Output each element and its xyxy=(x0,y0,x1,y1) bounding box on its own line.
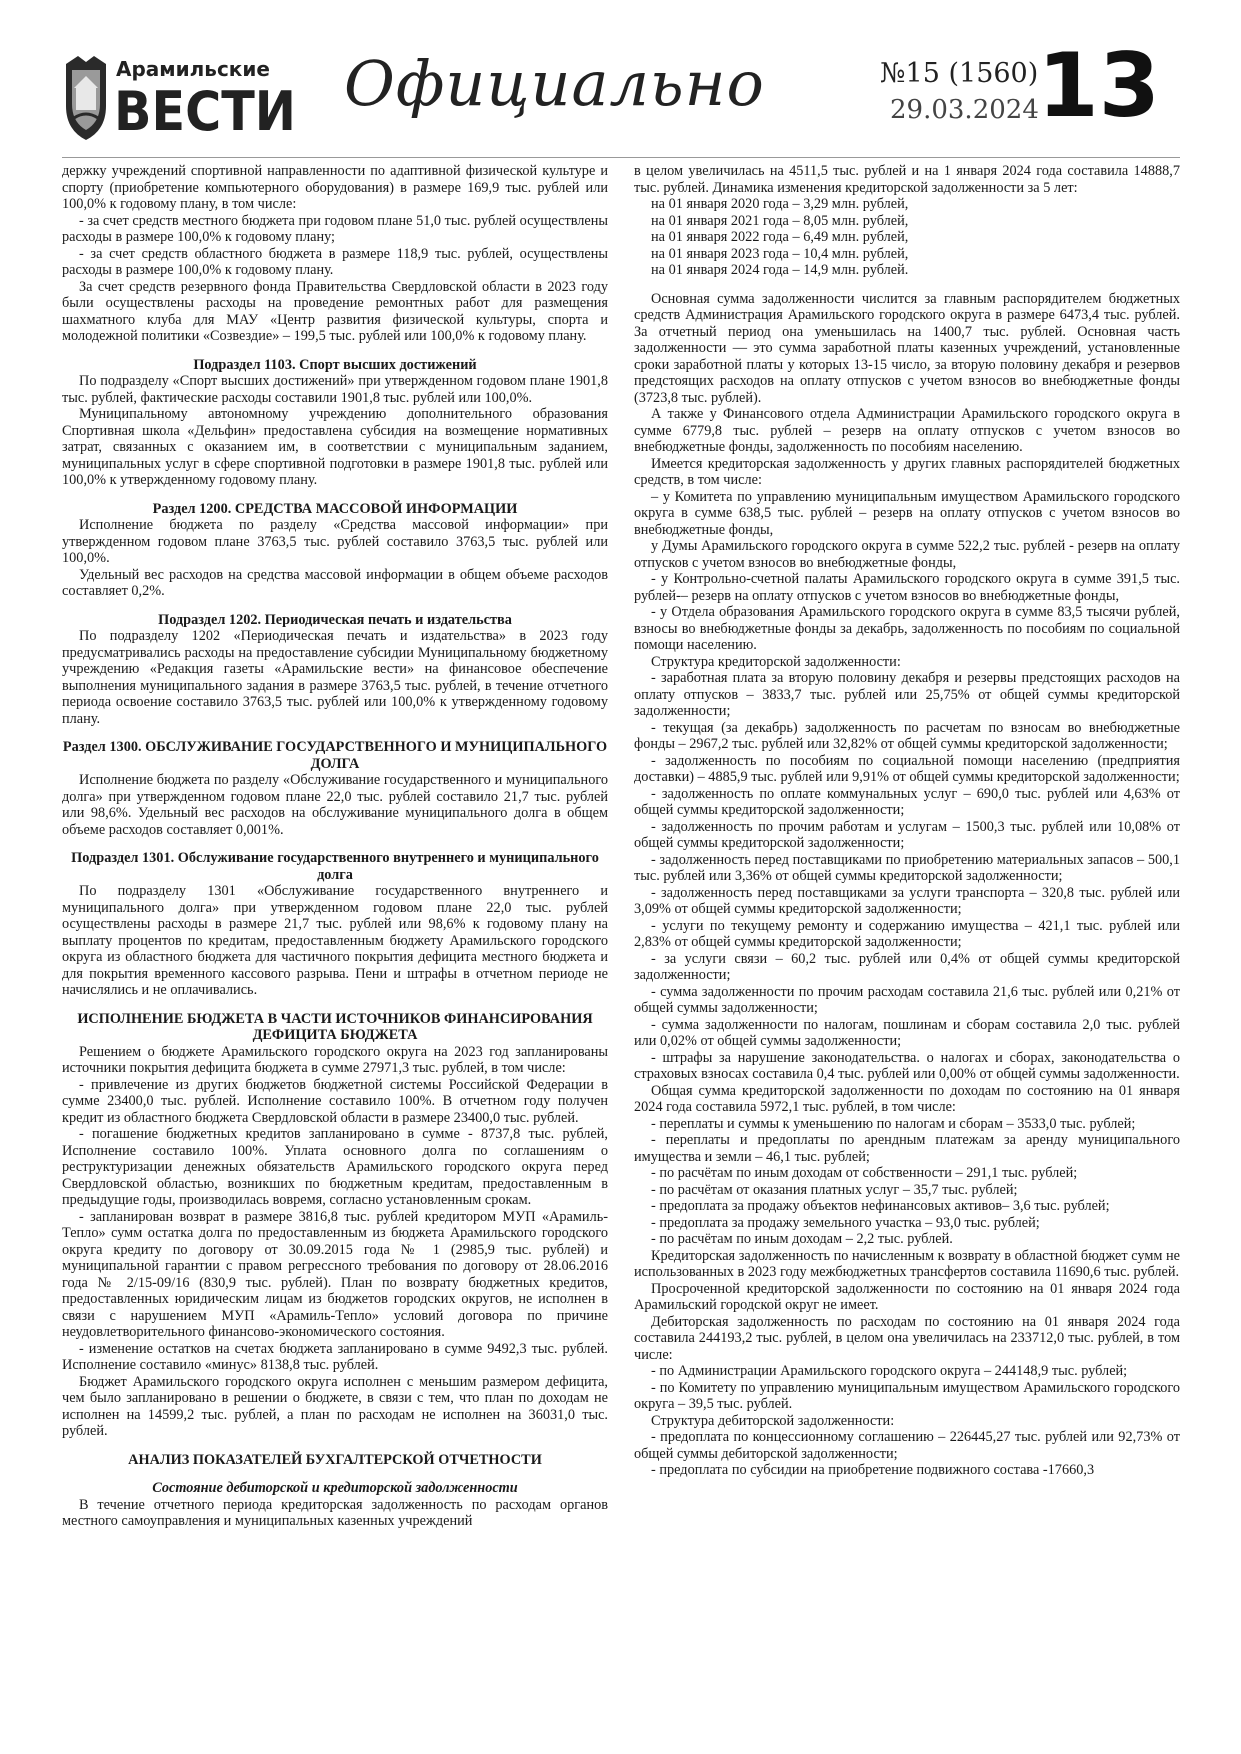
paragraph: По подразделу 1202 «Периодическая печать и издательства» в 2023 году предусматривались расходы на предоставление субсидии Муниципальному бюджетному учреждению «Редакция газеты «Арамильские вести» на финансовое обеспечение выполнения муниципального задания в размере 3763,5 тыс. рублей, в течение отчетного периода освоение составило 3763,5 тыс. рублей или 100,0% к утвержденному годовому плану. xyxy=(62,628,608,727)
paragraph: - за услуги связи – 60,2 тыс. рублей или 0,4% от общей суммы кредиторской задолженности; xyxy=(634,950,1180,983)
right-column xyxy=(634,163,1180,1479)
dynamics-item: на 01 января 2022 года – 6,49 млн. рублей, xyxy=(651,229,909,245)
paragraph: - переплаты и предоплаты по арендным платежам за аренду муниципального имущества и земли – 46,1 тыс. рублей; xyxy=(634,1132,1180,1165)
spacer xyxy=(634,279,1180,291)
paragraph: - предоплата за продажу объектов нефинансовых активов– 3,6 тыс. рублей; xyxy=(651,1198,1110,1214)
paragraph: - изменение остатков на счетах бюджета запланировано в сумме 9492,3 тыс. рублей. Исполнение составило «минус» 8138,8 тыс. рублей. xyxy=(62,1340,608,1373)
paragraph: - погашение бюджетных кредитов запланировано в сумме - 8737,8 тыс. рублей, Исполнение составило 100%. Уплата основного долга по соглашениям о реструктуризации денежных обязательств Арамильского городского округа перед Свердловской областью, возникших по бюджетным кредитам, предоставленным в предыдущие годы, производилась вовремя, согласно установленным срокам. xyxy=(62,1126,608,1208)
paragraph: - предоплата по субсидии на приобретение подвижного состава -17660,3 xyxy=(651,1462,1095,1478)
dynamics-item: на 01 января 2020 года – 3,29 млн. рублей, xyxy=(651,196,909,212)
paragraph: А также у Финансового отдела Администрации Арамильского городского округа в сумме 6779,8 тыс. рублей – резерв на оплату отпусков с учетом взносов во внебюджетные фонды, задолженность по пособиям населению. xyxy=(634,406,1180,455)
paragraph: За счет средств резервного фонда Правительства Свердловской области в 2023 году были осуществлены расходы на проведение ремонтных работ для размещения шахматного клуба для МАУ «Центр развития физической культуры, спорта и молодежной политики «Созвездие» – 199,5 тыс. рублей или 100,0% к годовому плану. xyxy=(62,278,608,344)
paragraph: Структура кредиторской задолженности: xyxy=(651,653,901,670)
header-divider xyxy=(62,157,1180,158)
logo-line2: ВЕСТИ xyxy=(114,80,296,142)
issue-number: №15 (1560) xyxy=(880,58,1039,89)
left-column xyxy=(62,163,608,1530)
section-heading: АНАЛИЗ ПОКАЗАТЕЛЕЙ БУХГАЛТЕРСКОЙ ОТЧЕТНОСТИ xyxy=(128,1451,542,1468)
section-rubric: Официально xyxy=(344,47,765,120)
section-heading: Раздел 1200. СРЕДСТВА МАССОВОЙ ИНФОРМАЦИИ xyxy=(152,500,518,517)
paragraph: Исполнение бюджета по разделу «Средства массовой информации» при утвержденном годовом плане 3763,5 тыс. рублей составило 3763,5 тыс. рублей или 100,0%. xyxy=(62,517,608,566)
paragraph: Общая сумма кредиторской задолженности по доходам по состоянию на 01 января 2024 года составила 5972,1 тыс. рублей, в том числе: xyxy=(634,1082,1180,1115)
dynamics-item: на 01 января 2023 года – 10,4 млн. рублей, xyxy=(651,245,909,262)
section-heading: Подраздел 1301. Обслуживание государственного внутреннего и муниципального долга xyxy=(71,850,599,883)
paragraph: - у Отдела образования Арамильского городского округа в сумме 83,5 тысячи рублей, взносы во внебюджетные фонды за декабрь, задолженность по пособиям по социальной помощи населению. xyxy=(634,604,1180,653)
paragraph: Структура дебиторской задолженности: xyxy=(651,1412,895,1429)
paragraph: Основная сумма задолженности числится за главным распорядителем бюджетных средств Администрация Арамильского городского округа в размере 6473,4 тыс. рублей. За отчетный период она уменьшилась на 1400,7 тыс. рублей. Основная часть задолженности — это сумма заработной платы казенных учреждений, установленные сроки заработной платы у которых 13-15 число, за вторую половину декабря и резервов предстоящих расходов на оплату отпусков с учетом взносов во внебюджетные фонды (3723,8 тыс. рублей). xyxy=(634,290,1180,406)
page-number: 13 xyxy=(1037,34,1160,137)
section-heading: Подраздел 1103. Спорт высших достижений xyxy=(193,356,477,373)
paragraph: - за счет средств областного бюджета в размере 118,9 тыс. рублей, осуществлены расходы в размере 100,0% к годовому плану. xyxy=(62,245,608,278)
paragraph: - привлечение из других бюджетов бюджетной системы Российской Федерации в сумме 23400,0 тыс. рублей. Исполнение составило 100%. В отчетном году получен кредит из областного бюджета Свердловской области в размере 23400,0 тыс. рублей. xyxy=(62,1076,608,1126)
paragraph: Кредиторская задолженность по начисленным к возврату в областной бюджет сумм не использованных в 2023 году межбюджетных трансфертов составила 11690,6 тыс. рублей. xyxy=(634,1247,1180,1280)
paragraph: Просроченной кредиторской задолженности по состоянию на 01 января 2024 года Арамильский городской округ не имеет. xyxy=(634,1280,1180,1313)
paragraph: Бюджет Арамильского городского округа исполнен с меньшим размером дефицита, чем было запланировано в решении о бюджете, в связи с тем, что план по доходам не исполнен на 14599,2 тыс. рублей, а план по расходам не исполнен на 36031,0 тыс. рублей. xyxy=(62,1373,608,1439)
paragraph: Дебиторская задолженность по расходам по состоянию на 01 января 2024 года составила 244193,2 тыс. рублей, в целом она увеличилась на 233712,0 тыс. рублей, в том числе: xyxy=(634,1313,1180,1363)
paragraph: Решением о бюджете Арамильского городского округа на 2023 год запланированы источники покрытия дефицита бюджета в сумме 27971,3 тыс. рублей, в том числе: xyxy=(62,1043,608,1076)
paragraph: - задолженность перед поставщиками по приобретению материальных запасов – 500,1 тыс. рублей или 3,36% от общей суммы кредиторской задолженности; xyxy=(634,851,1180,884)
paragraph: - задолженность по оплате коммунальных услуг – 690,0 тыс. рублей или 4,63% от общей суммы кредиторской задолженности; xyxy=(634,785,1180,818)
paragraph: Исполнение бюджета по разделу «Обслуживание государственного и муниципального долга» при утвержденном годовом плане 22,0 тыс. рублей составило 21,7 тыс. рублей или 98,6%. Удельный вес расходов на обслуживание муниципального долга в общем объеме расходов составляет 0,001%. xyxy=(62,772,608,838)
paragraph: - сумма задолженности по налогам, пошлинам и сборам составила 2,0 тыс. рублей или 0,02% от общей суммы задолженности; xyxy=(634,1016,1180,1049)
paragraph: Имеется кредиторская задолженность у других главных распорядителей бюджетных средств, в том числе: xyxy=(634,455,1180,488)
paragraph: у Думы Арамильского городского округа в сумме 522,2 тыс. рублей - резерв на оплату отпусков с учетом взносов во внебюджетные фонды, xyxy=(634,538,1180,571)
section-heading: ИСПОЛНЕНИЕ БЮДЖЕТА В ЧАСТИ ИСТОЧНИКОВ ФИНАНСИРОВАНИЯ ДЕФИЦИТА БЮДЖЕТА xyxy=(77,1010,593,1043)
dynamics-item: на 01 января 2024 года – 14,9 млн. рублей. xyxy=(651,262,909,278)
paragraph: - по расчётам по иным доходам – 2,2 тыс. рублей. xyxy=(651,1231,953,1247)
paragraph: - штрафы за нарушение законодательства. о налогах и сборах, законодательства о страховых взносах составила 0,4 тыс. рублей или 0,00% от общей суммы задолженности. xyxy=(634,1049,1180,1082)
paragraph: - за счет средств местного бюджета при годовом плане 51,0 тыс. рублей осуществлены расходы в размере 100,0% к годовому плану; xyxy=(62,212,608,245)
paragraph: - текущая (за декабрь) задолженность по расчетам по взносам во внебюджетные фонды – 2967,2 тыс. рублей или 32,82% от общей суммы кредиторской задолженности; xyxy=(634,719,1180,752)
paragraph: Удельный вес расходов на средства массовой информации в общем объеме расходов составляет 0,2%. xyxy=(62,566,608,599)
paragraph: - по Комитету по управлению муниципальным имуществом Арамильского городского округа – 39,5 тыс. рублей. xyxy=(634,1379,1180,1412)
paragraph: - сумма задолженности по прочим расходам составила 21,6 тыс. рублей или 0,21% от общей суммы задолженности; xyxy=(634,983,1180,1016)
paragraph: - предоплата по концессионному соглашению – 226445,27 тыс. рублей или 92,73% от общей суммы дебиторской задолженности; xyxy=(634,1429,1180,1462)
section-heading: Подраздел 1202. Периодическая печать и издательства xyxy=(158,611,512,628)
paragraph: - по расчётам от оказания платных услуг – 35,7 тыс. рублей; xyxy=(651,1181,1018,1198)
paragraph: - предоплата за продажу земельного участка – 93,0 тыс. рублей; xyxy=(651,1214,1040,1231)
dynamics-item: на 01 января 2021 года – 8,05 млн. рублей, xyxy=(651,212,909,229)
section-heading: Раздел 1300. ОБСЛУЖИВАНИЕ ГОСУДАРСТВЕННОГО И МУНИЦИПАЛЬНОГО ДОЛГА xyxy=(62,739,608,772)
paragraph: - по расчётам по иным доходам от собственности – 291,1 тыс. рублей; xyxy=(651,1165,1078,1181)
paragraph: - задолженность перед поставщиками за услуги транспорта – 320,8 тыс. рублей или 3,09% от общей суммы кредиторской задолженности; xyxy=(634,884,1180,917)
newspaper-logo xyxy=(62,50,298,142)
paragraph: - запланирован возврат в размере 3816,8 тыс. рублей кредитором МУП «Арамиль-Тепло» сумм остатка долга по предоставленным из бюджета Арамильского городского округа кредиту по договору от 30.09.2015 года № 1 (2985,9 тыс. рублей) и муниципальной гарантии с правом регрессного требования по договору от 28.06.2016 года № 2/15-09/16 (830,9 тыс. рублей). План по возврату бюджетных кредитов, предоставленных юридическим лицам из бюджетов городских округов, не исполнен в связи с нарушением МУП «Арамиль-Тепло» условий договора по причине неудовлетворительного финансово-экономического состояния. xyxy=(62,1208,608,1340)
paragraph: держку учреждений спортивной направленности по адаптивной физической культуре и спорту (приобретение компьютерного оборудования) в размере 169,9 тыс. рублей или 100,0% к годовому плану, в том числе: xyxy=(62,163,608,212)
paragraph: - задолженность по пособиям по социальной помощи населению (предприятия доставки) – 4885,9 тыс. рублей или 9,91% от общей суммы кредиторской задолженности; xyxy=(634,752,1180,785)
paragraph: – у Комитета по управлению муниципальным имуществом Арамильского городского округа в сумме 638,5 тыс. рублей – резерв на оплату отпусков с учетом взносов во внебюджетные фонды, xyxy=(634,488,1180,538)
paragraph: По подразделу «Спорт высших достижений» при утвержденном годовом плане 1901,8 тыс. рублей, фактические расходы составили 1901,8 тыс. рублей или 100,0%. xyxy=(62,373,608,406)
paragraph: - переплаты и суммы к уменьшению по налогам и сборам – 3533,0 тыс. рублей; xyxy=(651,1115,1136,1132)
paragraph: - услуги по текущему ремонту и содержанию имущества – 421,1 тыс. рублей или 2,83% от общей суммы кредиторской задолженности; xyxy=(634,917,1180,950)
paragraph: В течение отчетного периода кредиторская задолженность по расходам органов местного самоуправления и муниципальных казенных учреждений xyxy=(62,1496,608,1529)
paragraph: - задолженность по прочим работам и услугам – 1500,3 тыс. рублей или 10,08% от общей суммы кредиторской задолженности; xyxy=(634,818,1180,851)
coat-of-arms-icon xyxy=(66,56,106,140)
paragraph: - заработная плата за вторую половину декабря и резервы предстоящих расходов на оплату отпусков – 3833,7 тыс. рублей или 25,75% от общей суммы кредиторской задолженности; xyxy=(634,670,1180,719)
issue-date: 29.03.2024 xyxy=(890,95,1039,125)
logo-line1: Арамильские xyxy=(116,57,270,81)
paragraph: в целом увеличилась на 4511,5 тыс. рублей и на 1 января 2024 года составила 14888,7 тыс. рублей. Динамика изменения кредиторской задолженности за 5 лет: xyxy=(634,163,1180,196)
paragraph: По подразделу 1301 «Обслуживание государственного внутреннего и муниципального долга» при утвержденном годовом плане 22,0 тыс. рублей осуществлены расходы в размере 21,7 тыс. рублей или 98,6% к годовому плану на выплату процентов по кредитам, предоставленным бюджету Арамильского городского округа из областного бюджета для частичного покрытия дефицита местного бюджета и для покрытия временного кассового разрыва. Пени и штрафы в отчетном периоде не начислялись и не оплачивались. xyxy=(62,883,608,998)
paragraph: - у Контрольно-счетной палаты Арамильского городского округа в сумме 391,5 тыс. рублей-– резерв на оплату отпусков с учетом взносов во внебюджетные фонды, xyxy=(634,571,1180,604)
masthead xyxy=(62,34,1180,142)
subsection-heading: Состояние дебиторской и кредиторской задолженности xyxy=(152,1480,518,1496)
paragraph: Муниципальному автономному учреждению дополнительного образования Спортивная школа «Дельфин» предоставлена субсидия на возмещение нормативных затрат, связанных с оказанием им, в соответствии с муниципальным заданием, муниципальных услуг в сфере спортивной подготовки в размере 1901,8 тыс. рублей или 100,0% к утвержденному годовому плану. xyxy=(62,406,608,488)
paragraph: - по Администрации Арамильского городского округа – 244148,9 тыс. рублей; xyxy=(651,1363,1128,1379)
